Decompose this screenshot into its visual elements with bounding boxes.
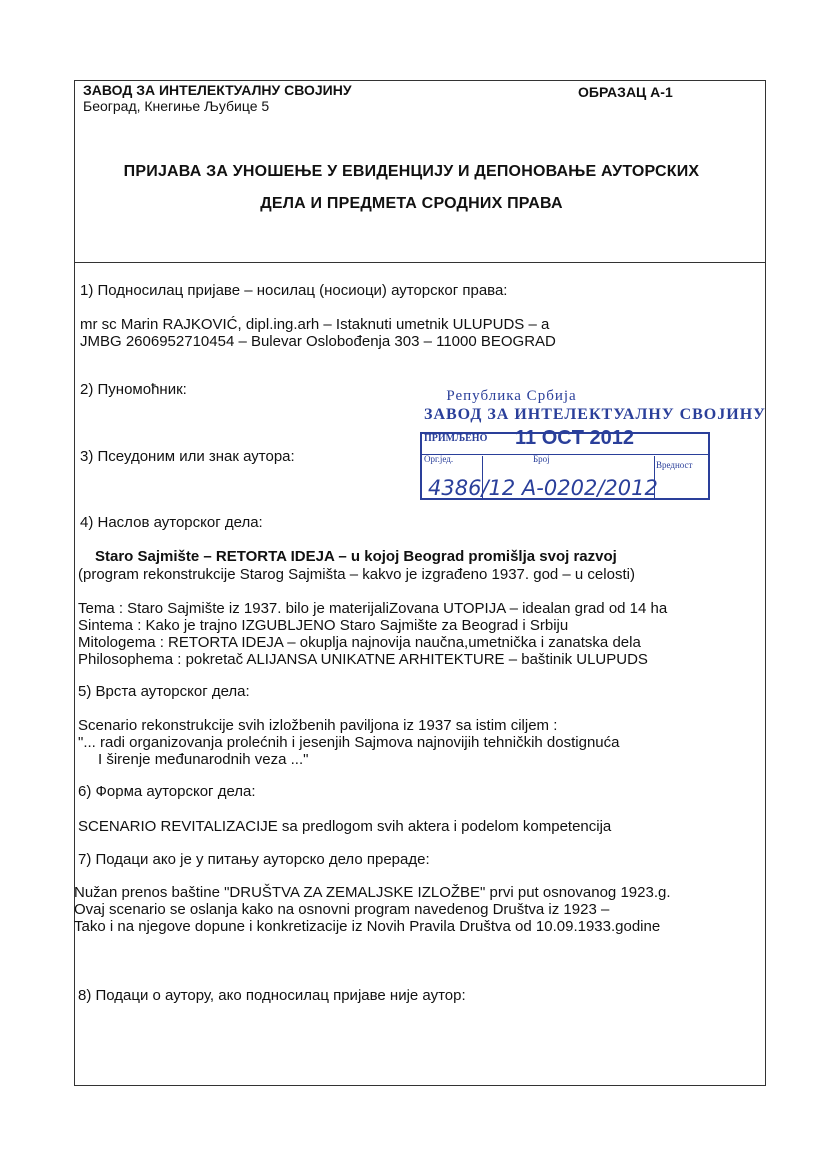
stamp-received-label: ПРИМЉЕНО [424, 433, 488, 444]
institution-name: ЗАВОД ЗА ИНТЕЛЕКТУАЛНУ СВОЈИНУ [83, 82, 352, 98]
section-4-label: 4) Наслов ауторског дела: [80, 514, 263, 531]
applicant-line1: mr sc Marin RAJKOVIĆ, dipl.ing.arh – Istaknuti umetnik ULUPUDS – a [80, 316, 550, 333]
section-8-label: 8) Подаци о аутору, ако подносилац пријаве није аутор: [78, 987, 466, 1004]
header-divider [74, 262, 766, 263]
derivative-line3: Tako i na njegove dopune i konkretizacije iz Novih Pravila Društva od 10.09.1933.godine [74, 918, 661, 935]
section-3-label: 3) Псеудоним или знак аутора: [80, 448, 295, 465]
section-2-label: 2) Пуномоћник: [80, 381, 187, 398]
work-form-line1: SCENARIO REVITALIZACIJE sa predlogom svih aktera i podelom kompetencija [78, 818, 612, 835]
work-title: Staro Sajmište – RETORTA IDEJA – u kojoj Beograd promišlja svoj razvoj [95, 548, 617, 565]
derivative-line1: Nužan prenos baštine "DRUŠTVA ZA ZEMALJSKE IZLOŽBE" prvi put osnovanog 1923.g. [74, 884, 671, 901]
derivative-line2: Ovaj scenario se oslanja kako na osnovni program navedenog Društva iz 1923 – [74, 901, 610, 918]
stamp-institute: ЗАВОД ЗА ИНТЕЛЕКТУАЛНУ СВОЈИНУ [424, 406, 766, 423]
section-1-label: 1) Подносилац пријаве – носилац (носиоци) ауторског права: [80, 282, 508, 299]
institution-address: Београд, Кнегиње Љубице 5 [83, 98, 270, 114]
section-7-label: 7) Подаци ако је у питању ауторско дело прераде: [78, 851, 430, 868]
page-title-line2: ДЕЛА И ПРЕДМЕТА СРОДНИХ ПРАВА [260, 195, 563, 212]
section-5-label: 5) Врста ауторског дела: [78, 683, 250, 700]
applicant-line2: JMBG 2606952710454 – Bulevar Oslobođenja 303 – 11000 BEOGRAD [80, 333, 556, 350]
stamp-date: 11 OCT 2012 [515, 427, 634, 449]
stamp-col-value: Вредност [656, 460, 693, 470]
work-philosophema: Philosophema : pokretač ALIJANSA UNIKATNE ARHITEKTURE – baštinik ULUPUDS [78, 651, 648, 668]
stamp-republic: Република Србија [446, 388, 577, 404]
work-tema: Tema : Staro Sajmište iz 1937. bilo je materijaliZovana UTOPIJA – idealan grad od 14 ha [78, 600, 668, 617]
stamp-col-org: Орг.јед. [424, 454, 454, 464]
work-type-line3: I širenje međunarodnih veza ..." [98, 751, 309, 768]
form-frame [74, 80, 766, 1086]
work-subtitle: (program rekonstrukcije Starog Sajmišta – kakvo je izgrađeno 1937. god – u celosti) [78, 566, 635, 583]
work-type-line2: "... radi organizovanja prolećnih i jesenjih Sajmova najnovijih tehničkih dostignuća [78, 734, 620, 751]
stamp-col-broj: Број [533, 454, 550, 464]
form-code: ОБРАЗАЦ А-1 [578, 84, 673, 100]
work-type-line1: Scenario rekonstrukcije svih izložbenih paviljona iz 1937 sa istim ciljem : [78, 717, 558, 734]
work-sintema: Sintema : Kako je trajno IZGUBLJENO Staro Sajmište za Beograd i Srbiju [78, 617, 569, 634]
page-title-line1: ПРИЈАВА ЗА УНОШЕЊЕ У ЕВИДЕНЦИЈУ И ДЕПОНОВАЊЕ АУТОРСКИХ [123, 163, 700, 180]
stamp-handwritten-number: 4386/12 А-0202/2012 [428, 476, 658, 500]
work-mitologema: Mitologema : RETORTA IDEJA – okuplja najnovija naučna,umetnička i zanatska dela [78, 634, 641, 651]
section-6-label: 6) Форма ауторског дела: [78, 783, 256, 800]
